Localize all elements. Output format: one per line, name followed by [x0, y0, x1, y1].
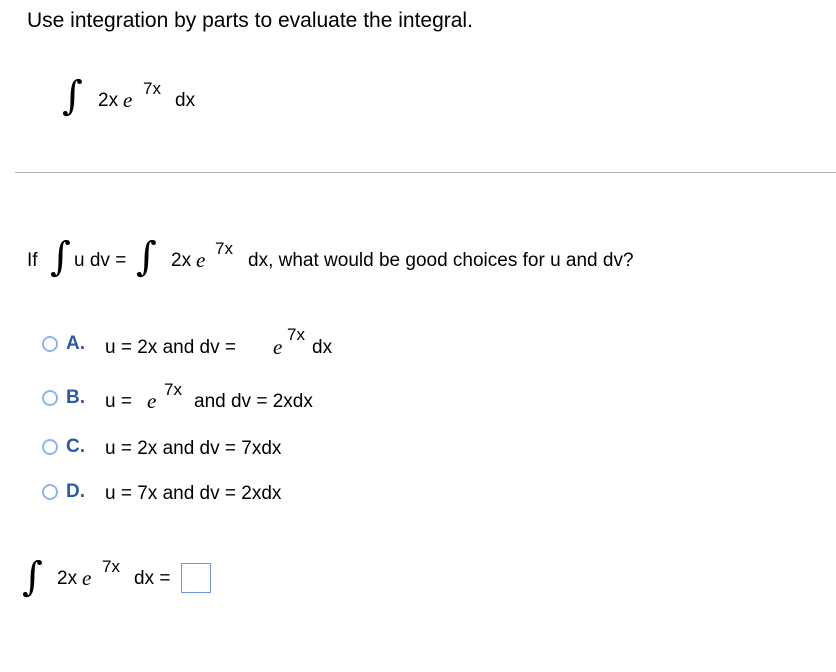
- option-b-radio[interactable]: [42, 390, 58, 406]
- option-c-text: u = 2x and dv = 7xdx: [105, 438, 282, 459]
- prompt-question-text: dx, what would be good choices for u and dv?: [248, 250, 634, 271]
- prompt-u-dv: u dv =: [74, 250, 127, 271]
- prompt-if: If: [27, 250, 38, 271]
- final-base: e: [82, 566, 92, 590]
- option-d-letter: D.: [66, 481, 85, 502]
- option-d-text: u = 7x and dv = 2xdx: [105, 483, 282, 504]
- prompt-base: e: [196, 248, 206, 272]
- final-exponent: 7x: [102, 557, 120, 576]
- option-a-dx: dx: [312, 337, 333, 358]
- integral-sign: ∫: [62, 73, 83, 119]
- integral-sign: ∫: [136, 234, 157, 280]
- option-d-radio[interactable]: [42, 484, 58, 500]
- option-c-letter: C.: [66, 436, 85, 457]
- integrand-differential: dx: [175, 90, 196, 111]
- integral-sign: ∫: [50, 234, 71, 280]
- option-c-radio[interactable]: [42, 439, 58, 455]
- option-a-exponent: 7x: [287, 325, 305, 344]
- final-coefficient: 2x: [57, 568, 78, 589]
- integrand-base: e: [123, 88, 133, 112]
- option-b-text: u =: [105, 391, 132, 412]
- prompt-exponent: 7x: [215, 239, 233, 258]
- answer-input[interactable]: [181, 563, 211, 593]
- section-divider: [15, 172, 836, 173]
- option-a-radio[interactable]: [42, 336, 58, 352]
- integrand-coefficient: 2x: [98, 90, 119, 111]
- option-b-letter: B.: [66, 387, 85, 408]
- integral-sign: ∫: [22, 554, 43, 600]
- option-b-exponent: 7x: [164, 380, 182, 399]
- question-title: Use integration by parts to evaluate the integral.: [27, 9, 473, 32]
- option-a-letter: A.: [66, 333, 85, 354]
- option-b-base: e: [147, 389, 157, 413]
- prompt-coefficient: 2x: [171, 250, 192, 271]
- option-b-rest: and dv = 2xdx: [194, 391, 313, 412]
- option-a-base: e: [273, 335, 283, 359]
- option-a-text: u = 2x and dv =: [105, 337, 236, 358]
- integrand-exponent: 7x: [143, 79, 161, 98]
- final-dx-equals: dx =: [134, 568, 171, 589]
